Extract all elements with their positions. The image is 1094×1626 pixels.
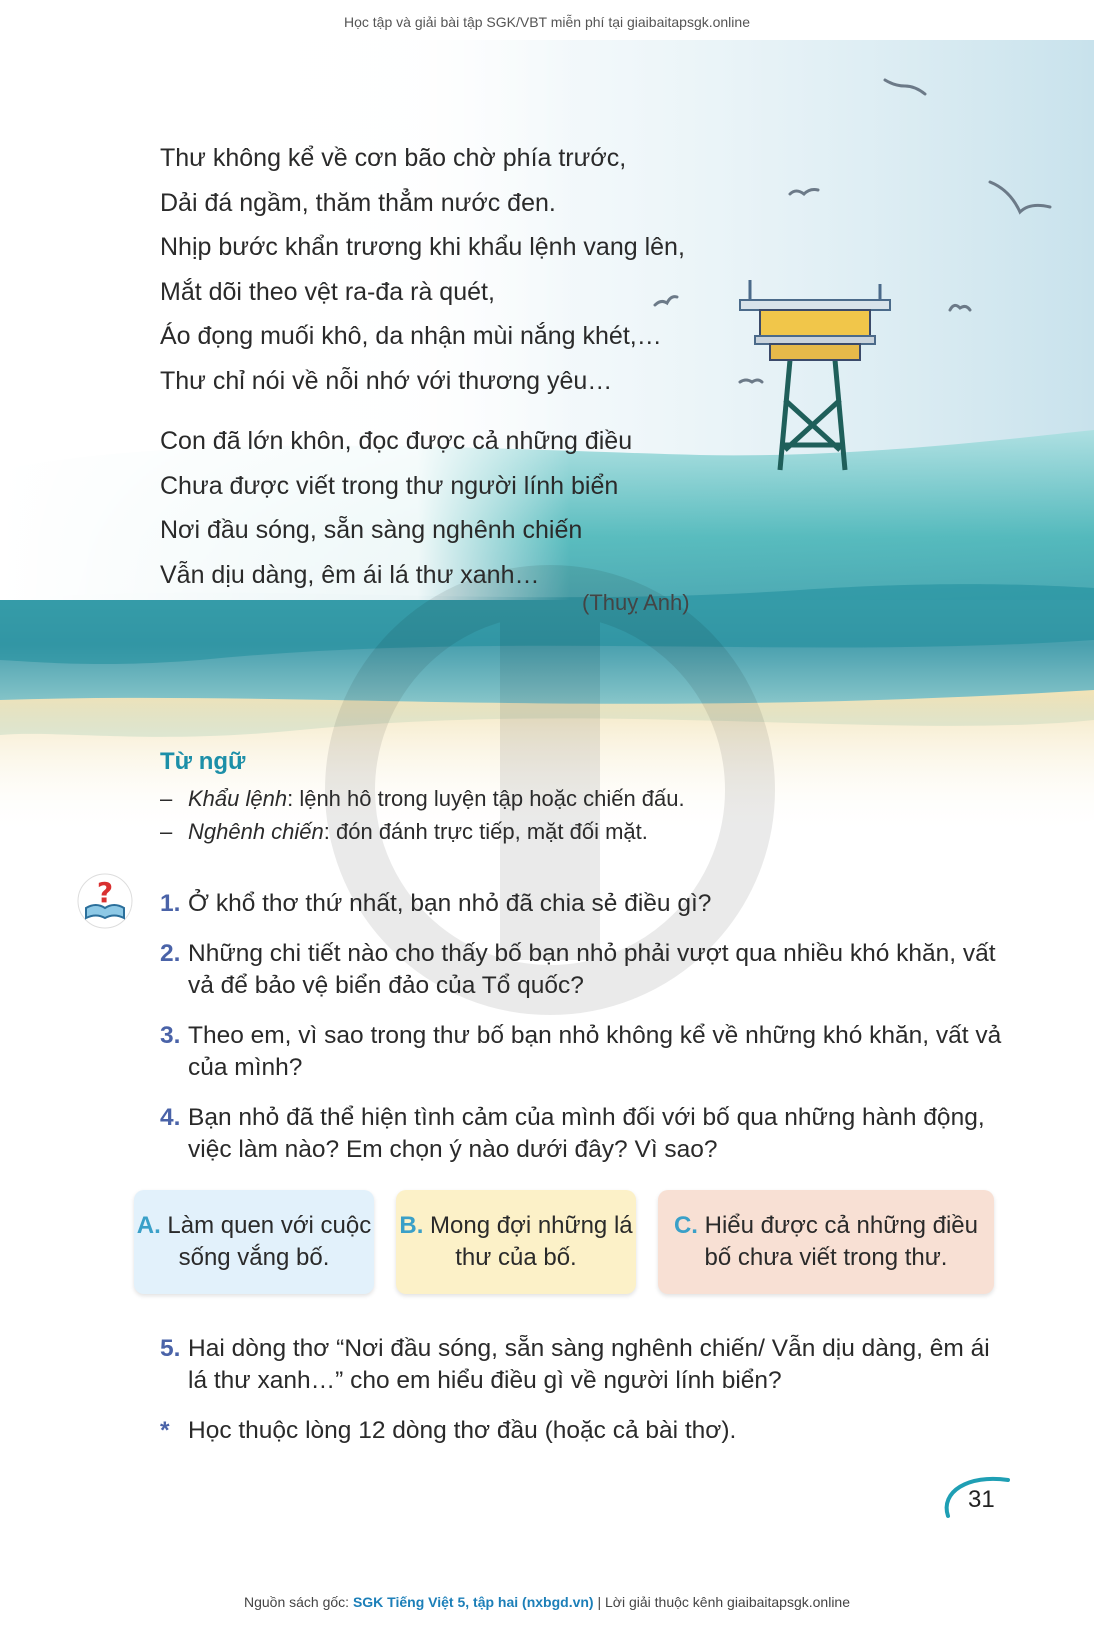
poem — [160, 136, 720, 597]
question-list-continued — [160, 1333, 1002, 1465]
page-number: 31 — [968, 1486, 995, 1513]
vocab-term: Nghênh chiến — [188, 819, 324, 844]
option-text: Mong đợi những lá thư của bố. — [430, 1212, 633, 1271]
vocabulary-title: Từ ngữ — [160, 748, 246, 775]
question-number: 4. — [160, 1104, 181, 1131]
answer-options — [134, 1190, 994, 1294]
poem-line: Nhịp bước khẩn trương khi khẩu lệnh vang lên, — [160, 233, 685, 261]
question-item — [160, 1102, 1002, 1166]
question-number: 5. — [160, 1335, 181, 1362]
question-item — [160, 888, 1002, 920]
question-book-icon — [76, 872, 134, 930]
question-item — [160, 1020, 1002, 1084]
poem-line: Nơi đầu sóng, sẵn sàng nghênh chiến — [160, 516, 583, 544]
poem-line: Con đã lớn khôn, đọc được cả những điều — [160, 427, 633, 455]
asterisk-marker: * — [160, 1417, 170, 1444]
vocab-term: Khẩu lệnh — [188, 786, 288, 811]
question-text: Theo em, vì sao trong thư bố bạn nhỏ không kể về những khó khăn, vất vả của mình? — [188, 1022, 1002, 1081]
poem-line: Thư không kể về cơn bão chờ phía trước, — [160, 144, 627, 172]
question-text: Bạn nhỏ đã thể hiện tình cảm của mình đối với bố qua những hành động, việc làm nào? Em chọn ý nào dưới đây? Vì sao? — [188, 1104, 985, 1163]
poem-line: Chưa được viết trong thư người lính biển — [160, 471, 619, 500]
footer — [0, 1594, 1094, 1610]
question-text: Hai dòng thơ “Nơi đầu sóng, sẵn sàng nghênh chiến/ Vẫn dịu dàng, êm ái lá thư xanh…” cho em hiểu điều gì về người lính biển? — [188, 1335, 990, 1394]
question-text: Ở khổ thơ thứ nhất, bạn nhỏ đã chia sẻ điều gì? — [188, 890, 712, 917]
header-note: Học tập và giải bài tập SGK/VBT miễn phí tại giaibaitapsgk.online — [344, 14, 750, 30]
option-text: Làm quen với cuộc sống vắng bố. — [167, 1212, 372, 1271]
vocab-dash: – — [160, 786, 173, 811]
option-a — [134, 1190, 374, 1294]
option-b — [396, 1190, 636, 1294]
poem-line: Dải đá ngầm, thăm thẳm nước đen. — [160, 188, 556, 217]
svg-text:?: ? — [96, 876, 114, 909]
vocab-definition: : đón đánh trực tiếp, mặt đối mặt. — [323, 819, 648, 844]
vocab-definition: : lệnh hô trong luyện tập hoặc chiến đấu. — [287, 786, 685, 811]
question-number: 3. — [160, 1022, 181, 1049]
vocabulary-section — [160, 748, 840, 848]
footer-suffix: | Lời giải thuộc kênh giaibaitapsgk.online — [593, 1594, 851, 1610]
option-letter: C. — [673, 1212, 698, 1239]
poem-line: Vẫn dịu dàng, êm ái lá thư xanh… — [160, 560, 540, 589]
poem-line: Thư chỉ nói về nỗi nhớ với thương yêu… — [160, 366, 613, 395]
option-text: Hiểu được cả những điều bố chưa viết trong thư. — [704, 1212, 979, 1271]
poem-stanza-1 — [160, 136, 720, 403]
task-text: Học thuộc lòng 12 dòng thơ đầu (hoặc cả bài thơ). — [188, 1417, 737, 1444]
question-item — [160, 938, 1002, 1002]
question-list — [160, 888, 1002, 1184]
option-letter: B. — [399, 1212, 424, 1239]
vocabulary-item — [160, 815, 840, 848]
poem-line: Áo đọng muối khô, da nhận mùi nắng khét,… — [160, 322, 662, 350]
vocabulary-item — [160, 782, 840, 815]
poem-line: Mắt dõi theo vệt ra-đa rà quét, — [160, 277, 495, 306]
option-c — [658, 1190, 994, 1294]
poem-stanza-2 — [160, 419, 720, 597]
question-number: 2. — [160, 940, 181, 967]
option-letter: A. — [136, 1212, 161, 1239]
memorize-task — [160, 1415, 1002, 1447]
question-text: Những chi tiết nào cho thấy bố bạn nhỏ phải vượt qua nhiều khó khăn, vất vả để bảo vệ biển đảo của Tổ quốc? — [188, 940, 996, 999]
poem-author: (Thuỵ Anh) — [582, 590, 690, 615]
question-number: 1. — [160, 890, 181, 917]
footer-prefix: Nguồn sách gốc: — [243, 1594, 353, 1610]
vocab-dash: – — [160, 819, 173, 844]
question-item — [160, 1333, 1002, 1397]
footer-source-link[interactable]: SGK Tiếng Việt 5, tập hai (nxbgd.vn) — [352, 1594, 594, 1610]
